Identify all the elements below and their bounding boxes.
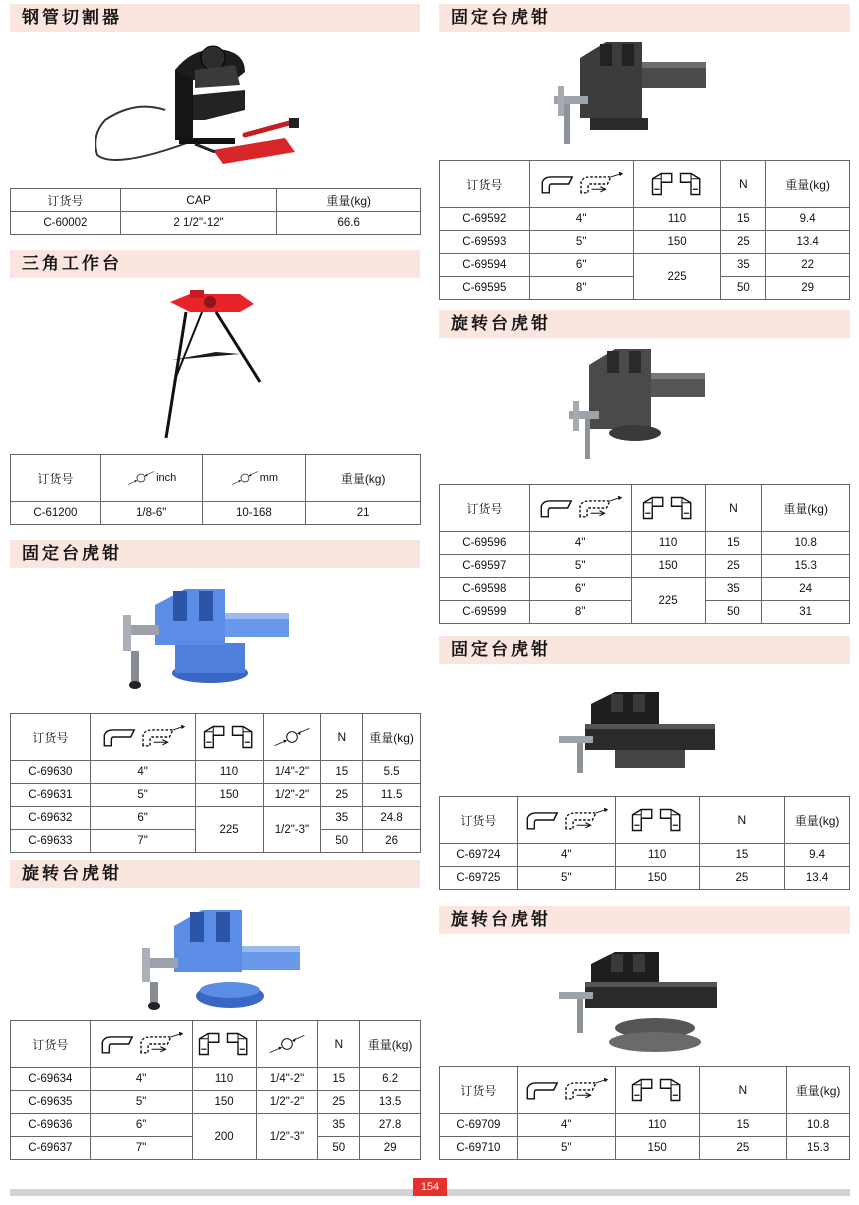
jaw-width-icon bbox=[99, 724, 187, 750]
table-row: C-69631 5" 150 1/2"-2" 25 11.5 bbox=[11, 784, 421, 807]
fixed-vise-black-title: 固定台虎钳 bbox=[439, 636, 850, 664]
header-jaw-opening bbox=[631, 485, 705, 532]
header-weight: 重量(kg) bbox=[785, 797, 850, 844]
table-row: C-69637 7" 50 29 bbox=[11, 1137, 421, 1160]
table-row: C-69594 6" 225 35 22 bbox=[440, 254, 850, 277]
table-row: C-69593 5" 150 25 13.4 bbox=[440, 231, 850, 254]
table-row: C-69709 4" 110 15 10.8 bbox=[440, 1114, 850, 1137]
swivel-vise-gray-image bbox=[565, 345, 710, 463]
header-weight: 重量(kg) bbox=[277, 189, 421, 212]
fixed-vise-gray-title: 固定台虎钳 bbox=[439, 4, 850, 32]
header-n: N bbox=[321, 714, 363, 761]
jaw-opening-icon bbox=[196, 1030, 252, 1058]
jaw-opening-icon bbox=[649, 170, 705, 198]
pipe-cutter-title: 钢管切割器 bbox=[10, 4, 420, 32]
jaw-width-icon bbox=[522, 807, 610, 833]
swivel-vise-black-title: 旋转台虎钳 bbox=[439, 906, 850, 934]
pipe-diameter-icon bbox=[272, 725, 312, 749]
fixed-vise-black-image bbox=[555, 688, 720, 780]
table-row: C-60002 2 1/2"-12" 66.6 bbox=[11, 212, 421, 235]
header-n: N bbox=[705, 485, 762, 532]
table-row: C-69598 6" 225 35 24 bbox=[440, 578, 850, 601]
table-row: C-69595 8" 50 29 bbox=[440, 277, 850, 300]
header-weight: 重量(kg) bbox=[762, 485, 850, 532]
header-n: N bbox=[318, 1021, 360, 1068]
header-weight: 重量(kg) bbox=[360, 1021, 421, 1068]
pipe-diameter-icon bbox=[230, 468, 260, 488]
tripod-stand-title: 三角工作台 bbox=[10, 250, 420, 278]
header-jaw-width bbox=[517, 1067, 615, 1114]
header-order-no: 订货号 bbox=[440, 161, 530, 208]
table-row: C-69636 6" 200 1/2"-3" 35 27.8 bbox=[11, 1114, 421, 1137]
header-n: N bbox=[721, 161, 766, 208]
table-row: C-69724 4" 110 15 9.4 bbox=[440, 844, 850, 867]
table-row: C-69634 4" 110 1/4"-2" 15 6.2 bbox=[11, 1068, 421, 1091]
jaw-width-icon bbox=[536, 495, 624, 521]
pipe-diameter-icon bbox=[126, 468, 156, 488]
swivel-vise-gray-title: 旋转台虎钳 bbox=[439, 310, 850, 338]
header-pipe-mm bbox=[202, 455, 306, 502]
swivel-vise-gray-table bbox=[439, 484, 850, 624]
header-jaw-opening bbox=[615, 1067, 699, 1114]
jaw-opening-icon bbox=[640, 494, 696, 522]
header-jaw-opening bbox=[615, 797, 699, 844]
fixed-vise-gray-table bbox=[439, 160, 850, 300]
header-n: N bbox=[699, 797, 785, 844]
table-row: C-69632 6" 225 1/2"-3" 35 24.8 bbox=[11, 807, 421, 830]
table-row: C-69710 5" 150 25 15.3 bbox=[440, 1137, 850, 1160]
header-pipe-capacity bbox=[256, 1021, 318, 1068]
header-order-no: 订货号 bbox=[440, 485, 530, 532]
table-row: C-61200 1/8-6" 10-168 21 bbox=[11, 502, 421, 525]
fixed-vise-gray-image bbox=[550, 38, 715, 148]
header-order-no: 订货号 bbox=[11, 455, 101, 502]
jaw-width-icon bbox=[97, 1031, 185, 1057]
tripod-stand-image bbox=[150, 290, 270, 440]
header-pipe-inch bbox=[100, 455, 202, 502]
swivel-vise-black-image bbox=[555, 948, 725, 1058]
pipe-cutter-image bbox=[95, 40, 315, 170]
header-jaw-width bbox=[90, 1021, 192, 1068]
unit-mm-label: mm bbox=[259, 472, 279, 485]
pipe-cutter-table bbox=[10, 188, 421, 235]
table-row: C-69592 4" 110 15 9.4 bbox=[440, 208, 850, 231]
swivel-vise-blue-table bbox=[10, 1020, 421, 1160]
swivel-vise-blue-title: 旋转台虎钳 bbox=[10, 860, 420, 888]
header-jaw-width bbox=[517, 797, 615, 844]
jaw-width-icon bbox=[537, 171, 625, 197]
header-order-no: 订货号 bbox=[440, 1067, 518, 1114]
header-cap: CAP bbox=[120, 189, 277, 212]
jaw-opening-icon bbox=[629, 1076, 685, 1104]
table-row: C-69635 5" 150 1/2"-2" 25 13.5 bbox=[11, 1091, 421, 1114]
header-order-no: 订货号 bbox=[11, 1021, 91, 1068]
header-pipe-capacity bbox=[263, 714, 321, 761]
header-jaw-opening bbox=[633, 161, 721, 208]
pipe-diameter-icon bbox=[267, 1032, 307, 1056]
header-jaw-width bbox=[529, 161, 633, 208]
header-jaw-width bbox=[90, 714, 195, 761]
header-order-no: 订货号 bbox=[11, 189, 121, 212]
swivel-vise-blue-image bbox=[130, 908, 310, 1013]
page-number: 154 bbox=[413, 1178, 447, 1196]
header-jaw-opening bbox=[192, 1021, 256, 1068]
header-weight: 重量(kg) bbox=[787, 1067, 850, 1114]
unit-inch-label: inch bbox=[156, 472, 177, 485]
header-weight: 重量(kg) bbox=[766, 161, 850, 208]
header-n: N bbox=[699, 1067, 787, 1114]
header-jaw-opening bbox=[195, 714, 263, 761]
table-row: C-69599 8" 50 31 bbox=[440, 601, 850, 624]
table-row: C-69633 7" 50 26 bbox=[11, 830, 421, 853]
fixed-vise-blue-title: 固定台虎钳 bbox=[10, 540, 420, 568]
table-row: C-69597 5" 150 25 15.3 bbox=[440, 555, 850, 578]
swivel-vise-black-table bbox=[439, 1066, 850, 1160]
jaw-opening-icon bbox=[201, 723, 257, 751]
header-jaw-width bbox=[529, 485, 631, 532]
tripod-stand-table bbox=[10, 454, 421, 525]
table-row: C-69725 5" 150 25 13.4 bbox=[440, 867, 850, 890]
header-order-no: 订货号 bbox=[11, 714, 91, 761]
header-weight: 重量(kg) bbox=[363, 714, 421, 761]
header-order-no: 订货号 bbox=[440, 797, 518, 844]
table-row: C-69596 4" 110 15 10.8 bbox=[440, 532, 850, 555]
jaw-opening-icon bbox=[629, 806, 685, 834]
fixed-vise-blue-table bbox=[10, 713, 421, 853]
fixed-vise-black-table bbox=[439, 796, 850, 890]
header-weight: 重量(kg) bbox=[306, 455, 421, 502]
table-row: C-69630 4" 110 1/4"-2" 15 5.5 bbox=[11, 761, 421, 784]
jaw-width-icon bbox=[522, 1077, 610, 1103]
fixed-vise-blue-image bbox=[115, 585, 295, 695]
